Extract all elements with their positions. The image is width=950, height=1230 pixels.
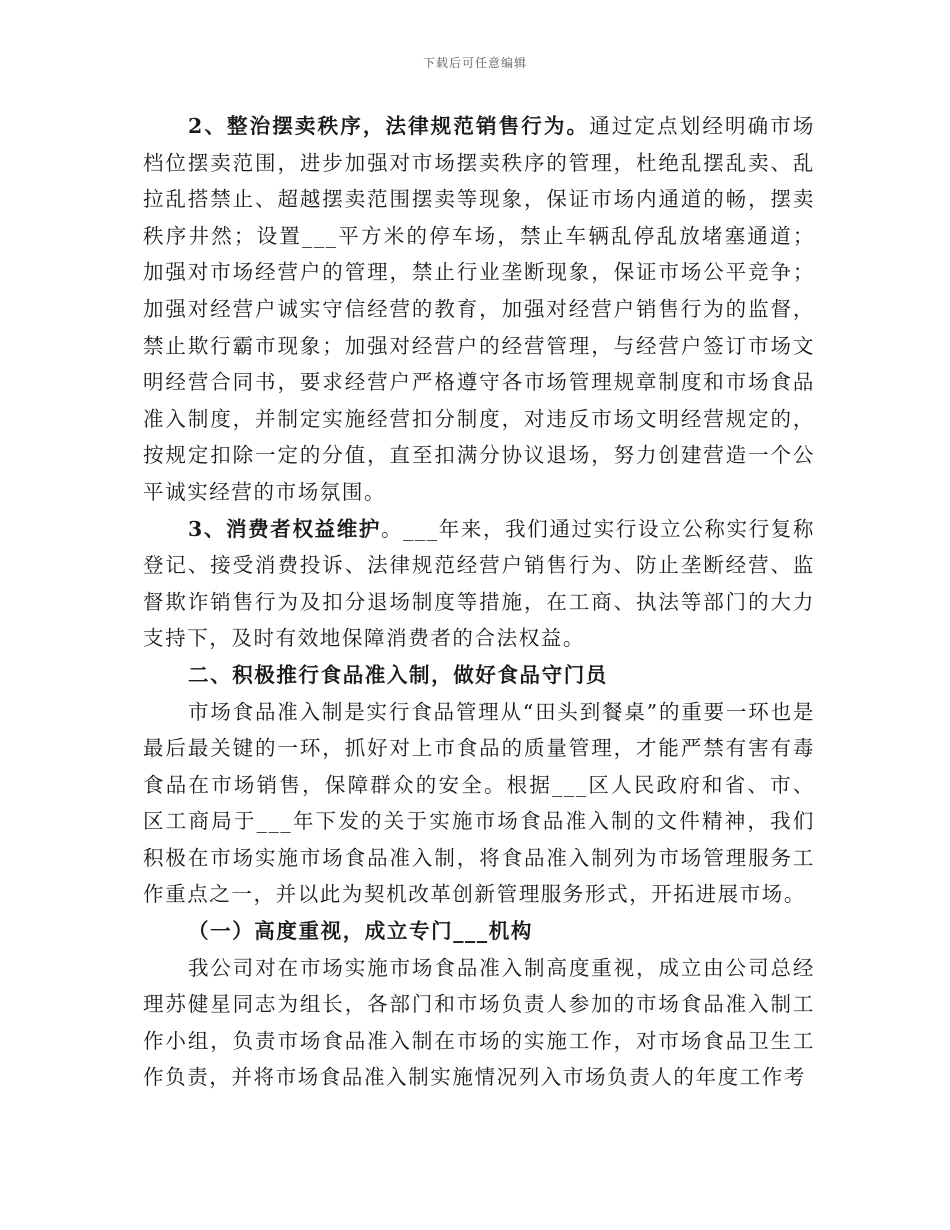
section-heading-2: 2、整治摆卖秩序，法律规范销售行为。 [188,114,590,138]
subsection-heading-1: （一）高度重视，成立专门___机构 [188,919,533,944]
paragraph-food-access: 市场食品准入制是实行食品管理从“田头到餐桌”的重要一环也是最后最关键的一环，抓好对上市食品的质量管理，才能严禁有害有毒食品在市场销售，保障群众的安全。根据___区人民政府和省、市、区工商局于___年下发的关于实施市场食品准入制的文件精神，我们积极在市场实施市场食品准入制，将食品准入制列为市场管理服务工作重点之一，并以此为契机改革创新管理服务形式，开拓进展市场。 [143,699,815,907]
paragraph-consumer-rights [143,511,815,657]
paragraph-text: 通过定点划经明确市场档位摆卖范围，进步加强对市场摆卖秩序的管理，杜绝乱摆乱卖、乱拉乱搭禁止、超越摆卖范围摆卖等现象，保证市场内通道的畅，摆卖秩序井然；设置___平方米的停车场，禁止车辆乱停乱放堵塞通道；加强对市场经营户的管理，禁止行业垄断现象，保证市场公平竞争；加强对经营户诚实守信经营的教育，加强对经营户销售行为的监督，禁止欺行霸市现象；加强对经营户的经营管理，与经营户签订市场文明经营合同书，要求经营户严格遵守各市场管理规章制度和市场食品准入制度，并制定实施经营扣分制度，对违反市场文明经营规定的，按规定扣除一定的分值，直至扣满分协议退场，努力创建营造一个公平诚实经营的市场氛围。 [143,114,815,504]
chapter-heading-2: 二、积极推行食品准入制，做好食品守门员 [188,662,608,687]
page-header: 下载后可任意编辑 [422,56,527,70]
paragraph-market-order [143,108,815,511]
section-heading-3: 3、消费者权益维护 [188,516,381,541]
document-body [143,108,815,1096]
paragraph-organization: 我公司对在市场实施市场食品准入制高度重视，成立由公司总经理苏健星同志为组长，各部门和市场负责人参加的市场食品准入制工作小组，负责市场食品准入制在市场的实施工作，对市场食品卫生工作负责，并将市场食品准入制实施情况列入市场负责人的年度工作考 [143,955,815,1090]
paragraph-text: 。___年来，我们通过实行设立公称实行复称登记、接受消费投诉、法律规范经营户销售行为、防止垄断经营、监督欺诈销售行为及扣分退场制度等措施，在工商、执法等部门的大力支持下，及时有效地保障消费者的合法权益。 [143,516,815,651]
